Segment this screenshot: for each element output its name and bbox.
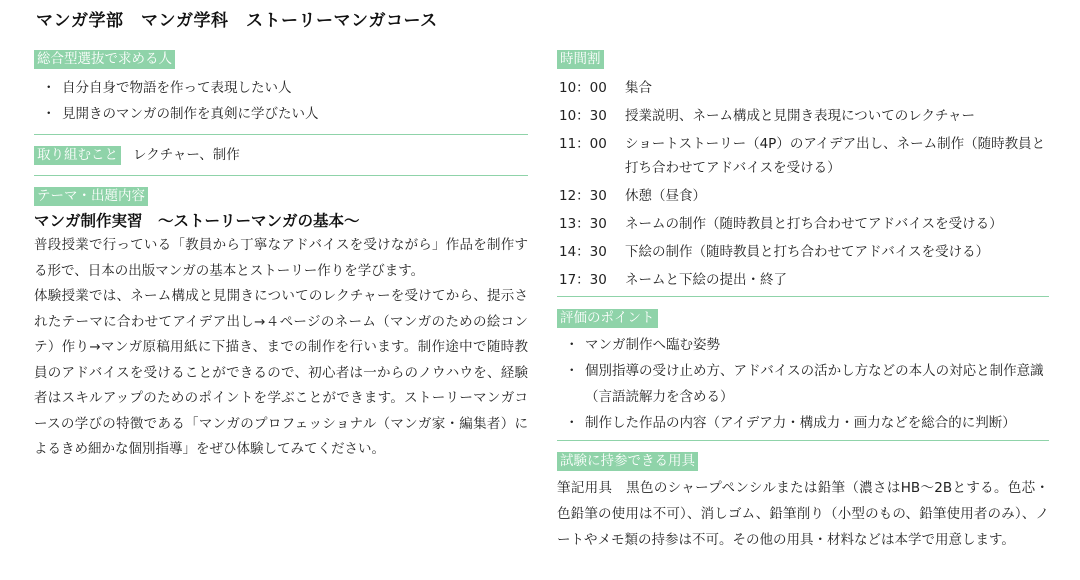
section-divider <box>34 134 528 135</box>
list-item <box>557 410 1049 436</box>
schedule-time: 12：30 <box>559 188 607 204</box>
schedule-row <box>557 268 1049 292</box>
schedule-text: 集合 <box>625 80 652 96</box>
bullet-icon: ・ <box>565 337 579 353</box>
schedule-time: 14：30 <box>559 244 607 260</box>
schedule-time: 11：00 <box>559 136 607 152</box>
left-column <box>34 48 528 463</box>
section-divider <box>557 440 1049 441</box>
activities-section <box>34 143 528 167</box>
schedule-time: 10：00 <box>559 80 607 96</box>
schedule-row <box>557 240 1049 264</box>
target-list <box>34 75 528 127</box>
schedule-time: 10：30 <box>559 108 607 124</box>
schedule-text: 休憩（昼食） <box>625 188 706 204</box>
evaluation-item-1: マンガ制作へ臨む姿勢 <box>585 337 720 353</box>
supplies-label: 試験に持参できる用具 <box>557 452 698 471</box>
schedule-text: ネームと下絵の提出・終了 <box>625 272 787 288</box>
schedule-label: 時間割 <box>557 50 604 69</box>
target-item-2: 見開きのマンガの制作を真剣に学びたい人 <box>62 106 319 122</box>
activities-value: レクチャー、制作 <box>133 147 240 163</box>
target-section <box>34 48 528 127</box>
target-item-1: 自分自身で物語を作って表現したい人 <box>62 80 292 96</box>
theme-paragraph-1: 普段授業で行っている「教員から丁寧なアドバイスを受けながら」作品を制作する形で、日本の出版マンガの基本とストーリー作りを学びます。 <box>34 237 528 279</box>
activities-label: 取り組むこと <box>34 146 121 165</box>
theme-label: テーマ・出題内容 <box>34 187 148 206</box>
supplies-text: 筆記用具 黒色のシャープペンシルまたは鉛筆（濃さはHB〜2Bとする。色芯・色鉛筆の使用は不可）、消しゴム、鉛筆削り（小型のもの、鉛筆使用者のみ）、ノートやメモ類の持参は不可。その他の用具・材料などは本学で用意します。 <box>557 480 1049 548</box>
supplies-section <box>557 450 1049 553</box>
list-item <box>34 101 528 127</box>
bullet-icon: ・ <box>565 415 579 431</box>
theme-section <box>34 185 528 463</box>
list-item <box>34 75 528 101</box>
theme-subtitle: マンガ制作実習 〜ストーリーマンガの基本〜 <box>34 212 360 230</box>
bullet-icon: ・ <box>42 80 56 96</box>
schedule-table <box>557 76 1049 292</box>
section-divider <box>557 296 1049 297</box>
schedule-time: 13：30 <box>559 216 607 232</box>
schedule-row <box>557 132 1049 180</box>
schedule-row <box>557 104 1049 128</box>
page-title: マンガ学部 マンガ学科 ストーリーマンガコース <box>36 11 438 31</box>
schedule-text: 下絵の制作（随時教員と打ち合わせてアドバイスを受ける） <box>625 244 990 260</box>
schedule-text: 授業説明、ネーム構成と見開き表現についてのレクチャー <box>625 108 976 124</box>
schedule-row <box>557 212 1049 236</box>
schedule-section <box>557 48 1049 292</box>
schedule-row <box>557 184 1049 208</box>
right-column <box>557 48 1049 553</box>
evaluation-list <box>557 332 1049 436</box>
schedule-text: ショートストーリー（4P）のアイデア出し、ネーム制作（随時教員と打ち合わせてアドバイスを受ける） <box>625 136 1046 176</box>
theme-paragraph-2: 体験授業では、ネーム構成と見開きについてのレクチャーを受けてから、提示されたテーマに合わせてアイデア出し→４ページのネーム（マンガのための絵コンテ）作り→マンガ原稿用紙に下描き、までの制作を行います。制作途中で随時教員のアドバイスを受けることができるので、初心者は一からのノウハウを、経験者はスキルアップのためのポイントを学ぶことができます。ストーリーマンガコースの学びの特徴である「マンガのプロフェッショナル（マンガ家・編集者）によるきめ細かな個別指導」をぜひ体験してみてください。 <box>34 288 528 457</box>
list-item <box>557 358 1049 410</box>
evaluation-item-3: 制作した作品の内容（アイデア力・構成力・画力などを総合的に判断） <box>585 415 1016 431</box>
schedule-time: 17：30 <box>559 272 607 288</box>
bullet-icon: ・ <box>565 363 579 379</box>
list-item <box>557 332 1049 358</box>
section-divider <box>34 175 528 176</box>
schedule-row <box>557 76 1049 100</box>
target-label: 総合型選抜で求める人 <box>34 50 175 69</box>
evaluation-section <box>557 307 1049 436</box>
schedule-text: ネームの制作（随時教員と打ち合わせてアドバイスを受ける） <box>625 216 1003 232</box>
evaluation-item-2: 個別指導の受け止め方、アドバイスの活かし方などの本人の対応と制作意識（言語読解力を含める） <box>585 363 1044 405</box>
evaluation-label: 評価のポイント <box>557 309 658 328</box>
bullet-icon: ・ <box>42 106 56 122</box>
